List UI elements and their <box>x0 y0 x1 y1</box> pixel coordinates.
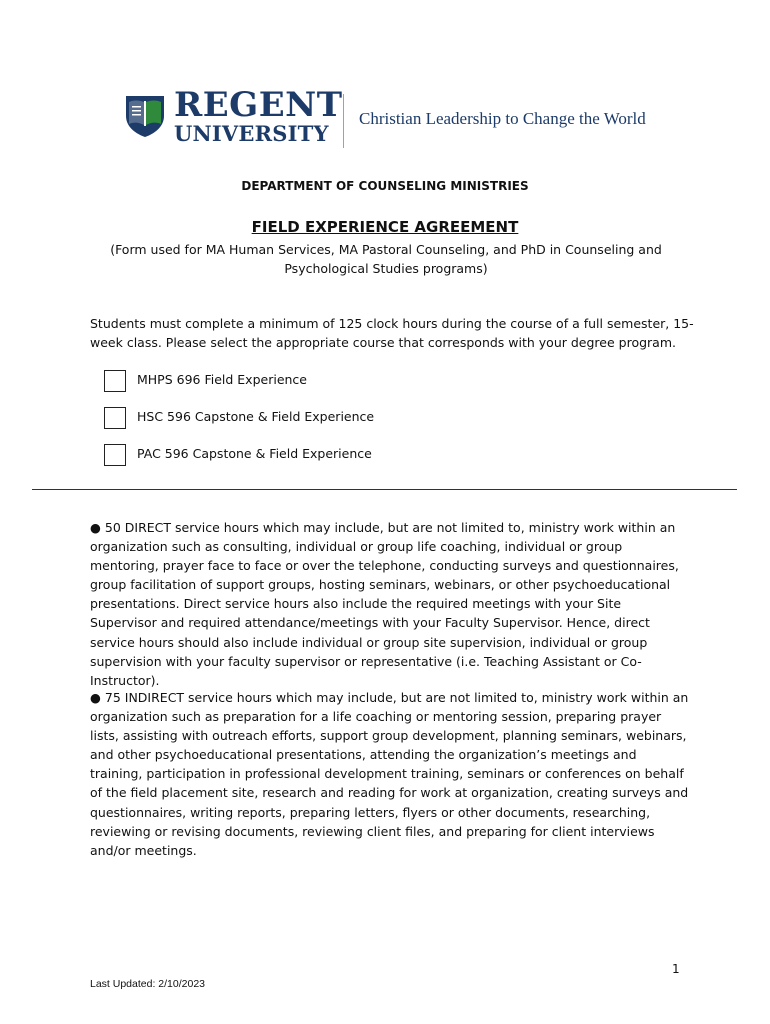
course-checkbox[interactable] <box>104 407 126 429</box>
logo-tagline: Christian Leadership to Change the World <box>359 109 646 128</box>
course-option-pac-596[interactable] <box>104 446 504 468</box>
last-updated-note: Last Updated: 2/10/2023 <box>90 978 206 990</box>
department-heading: DEPARTMENT OF COUNSELING MINISTRIES <box>241 179 529 193</box>
course-option-hsc-596[interactable] <box>104 409 504 431</box>
intro-paragraph: Students must complete a minimum of 125 clock hours during the course of a full semester, 15-week class. Please select the appropriate course that corresponds with your degree program. <box>90 316 694 350</box>
logo-wordmark-regent: REGENT <box>174 85 343 125</box>
indirect-hours-paragraph: ● 75 INDIRECT service hours which may include, but are not limited to, ministry work within an organization such as preparation for a life coaching or mentoring session, preparing prayer lists, assisting with outreach efforts, support group development, planning seminars, webinars, and other psychoeducational presentations, attending the organization’s meetings and training, participation in professional development training, seminars or conferences on behalf of the field placement site, research and reading for work at organization, creating surveys and questionnaires, writing reports, preparing letters, flyers or other documents, researching, reviewing or revising documents, reviewing client files, and preparing for client interviews and/or meetings. <box>90 690 689 858</box>
section-divider <box>32 489 737 490</box>
form-subtitle: (Form used for MA Human Services, MA Pastoral Counseling, and PhD in Counseling and Psychological Studies programs) <box>110 242 662 276</box>
direct-hours-paragraph: ● 50 DIRECT service hours which may include, but are not limited to, ministry work within an organization such as consulting, individual or group life coaching, individual or group mentoring, prayer face to face or over the telephone, conducting surveys and questionnaires, group facilitation of support groups, hosting seminars, webinars, or other psychoeducational presentations. Direct service hours also include the required meetings with your Site Supervisor and required attendance/meetings with your Faculty Supervisor. Hence, direct service hours should also include individual or group site supervision, individual or group supervision with your faculty supervisor or representative (i.e. Teaching Assistant or Co- Instructor). <box>90 520 679 688</box>
regent-university-logo <box>124 85 646 152</box>
course-option-mhps-696[interactable] <box>104 372 504 394</box>
course-label: PAC 596 Capstone & Field Experience <box>137 446 372 461</box>
course-label: MHPS 696 Field Experience <box>137 372 307 387</box>
page-number: 1 <box>672 962 680 976</box>
logo-wordmark-university: UNIVERSITY <box>174 121 329 146</box>
course-label: HSC 596 Capstone & Field Experience <box>137 409 375 424</box>
course-checkbox[interactable] <box>104 370 126 392</box>
shield-book-icon <box>124 94 166 138</box>
course-checkbox[interactable] <box>104 444 126 466</box>
form-title: FIELD EXPERIENCE AGREEMENT <box>251 218 519 236</box>
logo-divider <box>343 94 344 148</box>
